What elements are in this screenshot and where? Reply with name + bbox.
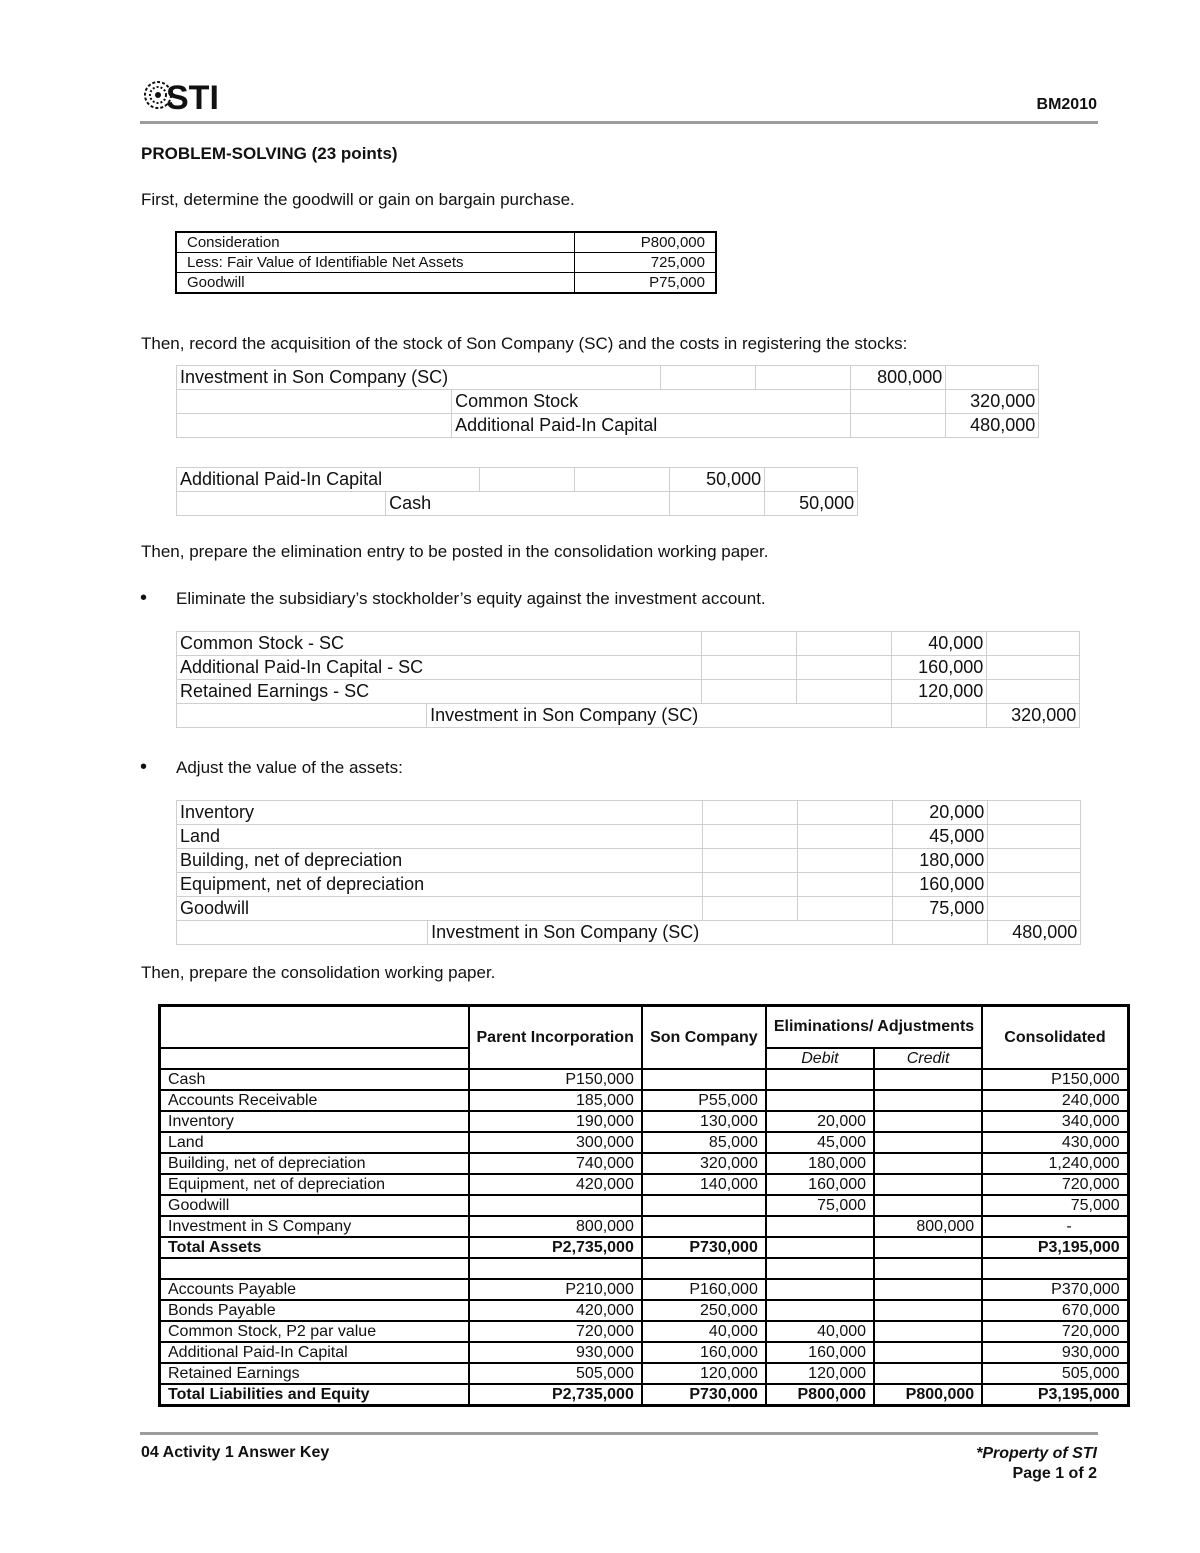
worksheet-label: Equipment, net of depreciation bbox=[160, 1174, 469, 1195]
worksheet-row bbox=[160, 1321, 1129, 1342]
journal-account: Land bbox=[180, 826, 221, 846]
record-text: Then, record the acquisition of the stock of Son Company (SC) and the costs in registering the stocks: bbox=[141, 334, 908, 353]
journal-cell bbox=[177, 825, 428, 849]
worksheet-debit: 180,000 bbox=[766, 1153, 874, 1174]
journal-cell bbox=[177, 873, 428, 897]
worksheet-debit: 45,000 bbox=[766, 1132, 874, 1153]
worksheet-label: Inventory bbox=[160, 1111, 469, 1132]
worksheet-row bbox=[160, 1153, 1129, 1174]
worksheet-debit: 75,000 bbox=[766, 1195, 874, 1216]
journal-credit bbox=[988, 897, 1081, 921]
sti-logo bbox=[144, 74, 234, 116]
worksheet-debit bbox=[766, 1069, 874, 1090]
journal-cell bbox=[756, 414, 851, 438]
journal-debit: 120,000 bbox=[892, 680, 987, 704]
header-parent: Parent Incorporation bbox=[469, 1006, 642, 1070]
worksheet-consolidated: P3,195,000 bbox=[982, 1384, 1128, 1406]
worksheet-son: 40,000 bbox=[642, 1321, 766, 1342]
journal-account: Retained Earnings - SC bbox=[180, 681, 370, 701]
journal-cell bbox=[452, 366, 661, 390]
journal-cell bbox=[703, 921, 798, 945]
journal-cell bbox=[428, 801, 703, 825]
goodwill-amount: P800,000 bbox=[575, 232, 717, 253]
journal-cell bbox=[428, 849, 703, 873]
worksheet-row bbox=[160, 1363, 1129, 1384]
journal-cell bbox=[798, 897, 893, 921]
journal-cell bbox=[427, 704, 702, 728]
worksheet-consolidated: P3,195,000 bbox=[982, 1237, 1128, 1258]
journal-cell bbox=[798, 921, 893, 945]
journal-credit bbox=[987, 632, 1080, 656]
journal-cell bbox=[797, 704, 892, 728]
worksheet-credit bbox=[874, 1321, 982, 1342]
journal-row bbox=[177, 414, 1039, 438]
worksheet-son: 120,000 bbox=[642, 1363, 766, 1384]
worksheet-parent: 300,000 bbox=[469, 1132, 642, 1153]
worksheet-debit: P800,000 bbox=[766, 1384, 874, 1406]
header-consolidated: Consolidated bbox=[982, 1006, 1128, 1070]
bullet-icon: • bbox=[140, 587, 148, 609]
journal-cell bbox=[703, 873, 798, 897]
worksheet-blank-cell bbox=[160, 1258, 469, 1279]
worksheet-parent: 720,000 bbox=[469, 1321, 642, 1342]
journal-cell bbox=[703, 897, 798, 921]
journal-cell bbox=[702, 704, 797, 728]
journal-cell bbox=[756, 366, 851, 390]
journal-cell bbox=[177, 390, 452, 414]
worksheet-parent: 185,000 bbox=[469, 1090, 642, 1111]
journal-account: Investment in Son Company (SC) bbox=[430, 705, 699, 725]
worksheet-credit bbox=[874, 1132, 982, 1153]
worksheet-parent: P2,735,000 bbox=[469, 1237, 642, 1258]
worksheet-blank-cell bbox=[642, 1258, 766, 1279]
journal-row bbox=[177, 849, 1081, 873]
worksheet-blank-cell bbox=[469, 1258, 642, 1279]
journal-cell bbox=[428, 825, 703, 849]
worksheet-son: 320,000 bbox=[642, 1153, 766, 1174]
worksheet-parent: P2,735,000 bbox=[469, 1384, 642, 1406]
worksheet-debit bbox=[766, 1090, 874, 1111]
journal-cell bbox=[797, 680, 892, 704]
journal-cell bbox=[177, 921, 428, 945]
worksheet-debit: 160,000 bbox=[766, 1174, 874, 1195]
journal-debit: 160,000 bbox=[893, 873, 988, 897]
worksheet-row bbox=[160, 1069, 1129, 1090]
logo-text: STI bbox=[166, 79, 219, 116]
journal-row bbox=[177, 468, 858, 492]
worksheet-credit bbox=[874, 1279, 982, 1300]
worksheet-row bbox=[160, 1132, 1129, 1153]
journal-cell bbox=[427, 680, 702, 704]
journal-debit bbox=[851, 414, 946, 438]
journal-credit: 320,000 bbox=[946, 390, 1039, 414]
journal-cell bbox=[177, 468, 386, 492]
journal-cell bbox=[427, 632, 702, 656]
footer-doc-title: 04 Activity 1 Answer Key bbox=[141, 1444, 330, 1461]
worksheet-row bbox=[160, 1195, 1129, 1216]
journal-cell bbox=[177, 801, 428, 825]
journal-cell bbox=[661, 414, 756, 438]
header-debit: Debit bbox=[766, 1048, 874, 1069]
journal-row bbox=[177, 366, 1039, 390]
journal-row bbox=[177, 801, 1081, 825]
journal-account: Additional Paid-In Capital bbox=[455, 415, 658, 435]
journal-credit bbox=[987, 656, 1080, 680]
journal-debit bbox=[670, 492, 765, 516]
footer-property: *Property of STI bbox=[976, 1445, 1097, 1462]
journal-debit: 160,000 bbox=[892, 656, 987, 680]
worksheet-consolidated: 240,000 bbox=[982, 1090, 1128, 1111]
worksheet-parent: P210,000 bbox=[469, 1279, 642, 1300]
journal-account: Investment in Son Company (SC) bbox=[180, 367, 449, 387]
journal-row bbox=[177, 656, 1080, 680]
worksheet-debit bbox=[766, 1279, 874, 1300]
goodwill-label: Less: Fair Value of Identifiable Net Assets bbox=[176, 253, 575, 273]
journal-cell bbox=[798, 825, 893, 849]
journal-cell bbox=[703, 825, 798, 849]
journal-credit bbox=[988, 825, 1081, 849]
journal-entry-acquisition bbox=[176, 365, 1039, 438]
journal-cell bbox=[452, 414, 661, 438]
worksheet-row bbox=[160, 1300, 1129, 1321]
worksheet-label: Bonds Payable bbox=[160, 1300, 469, 1321]
journal-entry-registration-costs bbox=[176, 467, 858, 516]
journal-cell bbox=[575, 492, 670, 516]
goodwill-row bbox=[176, 232, 716, 253]
worksheet-son: P730,000 bbox=[642, 1237, 766, 1258]
journal-cell bbox=[661, 366, 756, 390]
header-son: Son Company bbox=[642, 1006, 766, 1070]
journal-cell bbox=[480, 492, 575, 516]
header-rule bbox=[140, 121, 1098, 124]
consolidation-worksheet bbox=[158, 1004, 1130, 1407]
worksheet-consolidated: - bbox=[982, 1216, 1128, 1237]
journal-debit bbox=[892, 704, 987, 728]
journal-credit: 480,000 bbox=[946, 414, 1039, 438]
worksheet-son bbox=[642, 1069, 766, 1090]
worksheet-son: P730,000 bbox=[642, 1384, 766, 1406]
journal-debit: 40,000 bbox=[892, 632, 987, 656]
worksheet-consolidated: 720,000 bbox=[982, 1321, 1128, 1342]
journal-credit bbox=[988, 849, 1081, 873]
goodwill-row bbox=[176, 253, 716, 273]
goodwill-label: Consideration bbox=[176, 232, 575, 253]
journal-row bbox=[177, 873, 1081, 897]
worksheet-debit bbox=[766, 1216, 874, 1237]
elimination-text: Then, prepare the elimination entry to be posted in the consolidation working paper. bbox=[141, 542, 769, 561]
bullet-adjust-text: Adjust the value of the assets: bbox=[176, 758, 403, 777]
journal-credit bbox=[765, 468, 858, 492]
worksheet-son: 160,000 bbox=[642, 1342, 766, 1363]
worksheet-son: 140,000 bbox=[642, 1174, 766, 1195]
subheader-blank bbox=[160, 1048, 469, 1069]
worksheet-debit bbox=[766, 1237, 874, 1258]
worksheet-son bbox=[642, 1195, 766, 1216]
worksheet-label: Accounts Receivable bbox=[160, 1090, 469, 1111]
journal-credit bbox=[988, 801, 1081, 825]
bullet-eliminate-text: Eliminate the subsidiary’s stockholder’s equity against the investment account. bbox=[176, 589, 766, 608]
header-blank bbox=[160, 1006, 469, 1049]
journal-debit: 20,000 bbox=[893, 801, 988, 825]
worksheet-consolidated: P370,000 bbox=[982, 1279, 1128, 1300]
journal-account: Investment in Son Company (SC) bbox=[431, 922, 700, 942]
intro-text: First, determine the goodwill or gain on bargain purchase. bbox=[141, 190, 575, 209]
worksheet-label: Goodwill bbox=[160, 1195, 469, 1216]
worksheet-debit: 20,000 bbox=[766, 1111, 874, 1132]
journal-credit: 320,000 bbox=[987, 704, 1080, 728]
worksheet-row bbox=[160, 1237, 1129, 1258]
journal-cell bbox=[756, 390, 851, 414]
worksheet-label: Cash bbox=[160, 1069, 469, 1090]
journal-cell bbox=[177, 414, 452, 438]
journal-row bbox=[177, 897, 1081, 921]
journal-cell bbox=[177, 366, 452, 390]
worksheet-credit: 800,000 bbox=[874, 1216, 982, 1237]
journal-debit: 75,000 bbox=[893, 897, 988, 921]
worksheet-spacer-row bbox=[160, 1258, 1129, 1279]
section-title: PROBLEM-SOLVING (23 points) bbox=[141, 144, 398, 163]
worksheet-debit: 160,000 bbox=[766, 1342, 874, 1363]
worksheet-parent: P150,000 bbox=[469, 1069, 642, 1090]
journal-cell bbox=[177, 632, 427, 656]
journal-cell bbox=[798, 801, 893, 825]
worksheet-parent: 190,000 bbox=[469, 1111, 642, 1132]
worksheet-label: Total Assets bbox=[160, 1237, 469, 1258]
journal-cell bbox=[177, 897, 428, 921]
worksheet-label: Additional Paid-In Capital bbox=[160, 1342, 469, 1363]
goodwill-amount: P75,000 bbox=[575, 273, 717, 294]
worksheet-consolidated: 720,000 bbox=[982, 1174, 1128, 1195]
footer-page-number: Page 1 of 2 bbox=[1012, 1465, 1097, 1482]
document-code: BM2010 bbox=[1036, 96, 1097, 113]
journal-cell bbox=[702, 656, 797, 680]
journal-row bbox=[177, 492, 858, 516]
worksheet-son: P160,000 bbox=[642, 1279, 766, 1300]
worksheet-debit: 120,000 bbox=[766, 1363, 874, 1384]
worksheet-label: Total Liabilities and Equity bbox=[160, 1384, 469, 1406]
worksheet-row bbox=[160, 1216, 1129, 1237]
worksheet-blank-cell bbox=[982, 1258, 1128, 1279]
journal-cell bbox=[798, 873, 893, 897]
journal-credit: 480,000 bbox=[988, 921, 1081, 945]
journal-account: Common Stock - SC bbox=[180, 633, 345, 653]
goodwill-row bbox=[176, 273, 716, 294]
worksheet-row bbox=[160, 1384, 1129, 1406]
journal-account: Inventory bbox=[180, 802, 255, 822]
journal-cell bbox=[428, 921, 703, 945]
worksheet-label: Land bbox=[160, 1132, 469, 1153]
journal-debit bbox=[851, 390, 946, 414]
journal-cell bbox=[702, 680, 797, 704]
journal-account: Building, net of depreciation bbox=[180, 850, 403, 870]
journal-entry-adjust-assets bbox=[176, 800, 1081, 945]
worksheet-parent: 505,000 bbox=[469, 1363, 642, 1384]
worksheet-credit bbox=[874, 1195, 982, 1216]
journal-account: Common Stock bbox=[455, 391, 579, 411]
journal-row bbox=[177, 680, 1080, 704]
worksheet-label: Retained Earnings bbox=[160, 1363, 469, 1384]
journal-cell bbox=[428, 873, 703, 897]
worksheet-consolidated: 670,000 bbox=[982, 1300, 1128, 1321]
footer-rule bbox=[140, 1432, 1098, 1435]
journal-cell bbox=[427, 656, 702, 680]
journal-cell bbox=[386, 492, 480, 516]
worksheet-label: Building, net of depreciation bbox=[160, 1153, 469, 1174]
bullet-icon: • bbox=[140, 756, 148, 778]
worksheet-consolidated: P150,000 bbox=[982, 1069, 1128, 1090]
journal-credit bbox=[987, 680, 1080, 704]
worksheet-son: 85,000 bbox=[642, 1132, 766, 1153]
worksheet-header-row bbox=[160, 1006, 1129, 1049]
worksheet-credit bbox=[874, 1153, 982, 1174]
worksheet-label: Common Stock, P2 par value bbox=[160, 1321, 469, 1342]
journal-cell bbox=[575, 468, 670, 492]
worksheet-credit bbox=[874, 1237, 982, 1258]
footer-right bbox=[976, 1444, 1097, 1484]
journal-cell bbox=[177, 492, 386, 516]
worksheet-row bbox=[160, 1174, 1129, 1195]
worksheet-label: Investment in S Company bbox=[160, 1216, 469, 1237]
worksheet-parent: 740,000 bbox=[469, 1153, 642, 1174]
journal-cell bbox=[661, 390, 756, 414]
consolidation-text: Then, prepare the consolidation working paper. bbox=[141, 963, 496, 982]
journal-row bbox=[177, 921, 1081, 945]
worksheet-row bbox=[160, 1090, 1129, 1111]
journal-row bbox=[177, 704, 1080, 728]
journal-debit bbox=[893, 921, 988, 945]
worksheet-blank-cell bbox=[874, 1258, 982, 1279]
journal-account: Equipment, net of depreciation bbox=[180, 874, 425, 894]
worksheet-row bbox=[160, 1342, 1129, 1363]
worksheet-credit: P800,000 bbox=[874, 1384, 982, 1406]
worksheet-credit bbox=[874, 1174, 982, 1195]
worksheet-consolidated: 75,000 bbox=[982, 1195, 1128, 1216]
journal-cell bbox=[797, 656, 892, 680]
worksheet-label: Accounts Payable bbox=[160, 1279, 469, 1300]
worksheet-consolidated: 505,000 bbox=[982, 1363, 1128, 1384]
journal-account: Cash bbox=[389, 493, 432, 513]
journal-debit: 800,000 bbox=[851, 366, 946, 390]
bullet-adjust bbox=[140, 756, 403, 778]
worksheet-consolidated: 930,000 bbox=[982, 1342, 1128, 1363]
worksheet-row bbox=[160, 1279, 1129, 1300]
bullet-eliminate bbox=[140, 587, 766, 609]
worksheet-son: 130,000 bbox=[642, 1111, 766, 1132]
worksheet-parent: 930,000 bbox=[469, 1342, 642, 1363]
worksheet-consolidated: 340,000 bbox=[982, 1111, 1128, 1132]
journal-credit bbox=[988, 873, 1081, 897]
worksheet-parent: 420,000 bbox=[469, 1174, 642, 1195]
worksheet-row bbox=[160, 1111, 1129, 1132]
journal-cell bbox=[428, 897, 703, 921]
journal-row bbox=[177, 825, 1081, 849]
journal-cell bbox=[452, 390, 661, 414]
worksheet-son: 250,000 bbox=[642, 1300, 766, 1321]
journal-row bbox=[177, 632, 1080, 656]
worksheet-blank-cell bbox=[766, 1258, 874, 1279]
journal-cell bbox=[703, 801, 798, 825]
goodwill-label: Goodwill bbox=[176, 273, 575, 294]
journal-debit: 45,000 bbox=[893, 825, 988, 849]
journal-credit bbox=[946, 366, 1039, 390]
journal-cell bbox=[480, 468, 575, 492]
journal-debit: 180,000 bbox=[893, 849, 988, 873]
worksheet-credit bbox=[874, 1090, 982, 1111]
goodwill-table bbox=[175, 231, 717, 294]
worksheet-parent: 800,000 bbox=[469, 1216, 642, 1237]
worksheet-credit bbox=[874, 1069, 982, 1090]
worksheet-son: P55,000 bbox=[642, 1090, 766, 1111]
worksheet-credit bbox=[874, 1111, 982, 1132]
journal-cell bbox=[177, 849, 428, 873]
worksheet-son bbox=[642, 1216, 766, 1237]
journal-cell bbox=[797, 632, 892, 656]
worksheet-credit bbox=[874, 1342, 982, 1363]
header-eliminations: Eliminations/ Adjustments bbox=[766, 1006, 982, 1049]
journal-cell bbox=[386, 468, 480, 492]
journal-cell bbox=[798, 849, 893, 873]
worksheet-debit bbox=[766, 1300, 874, 1321]
worksheet-parent: 420,000 bbox=[469, 1300, 642, 1321]
worksheet-debit: 40,000 bbox=[766, 1321, 874, 1342]
worksheet-credit bbox=[874, 1300, 982, 1321]
journal-cell bbox=[177, 704, 427, 728]
goodwill-amount: 725,000 bbox=[575, 253, 717, 273]
journal-cell bbox=[703, 849, 798, 873]
journal-account: Additional Paid-In Capital bbox=[180, 469, 383, 489]
journal-cell bbox=[177, 680, 427, 704]
journal-cell bbox=[177, 656, 427, 680]
journal-row bbox=[177, 390, 1039, 414]
worksheet-parent bbox=[469, 1195, 642, 1216]
worksheet-consolidated: 430,000 bbox=[982, 1132, 1128, 1153]
journal-entry-elimination bbox=[176, 631, 1080, 728]
journal-cell bbox=[702, 632, 797, 656]
worksheet-consolidated: 1,240,000 bbox=[982, 1153, 1128, 1174]
journal-credit: 50,000 bbox=[765, 492, 858, 516]
journal-debit: 50,000 bbox=[670, 468, 765, 492]
journal-account: Goodwill bbox=[180, 898, 250, 918]
header-credit: Credit bbox=[874, 1048, 982, 1069]
worksheet-credit bbox=[874, 1363, 982, 1384]
journal-account: Additional Paid-In Capital - SC bbox=[180, 657, 424, 677]
